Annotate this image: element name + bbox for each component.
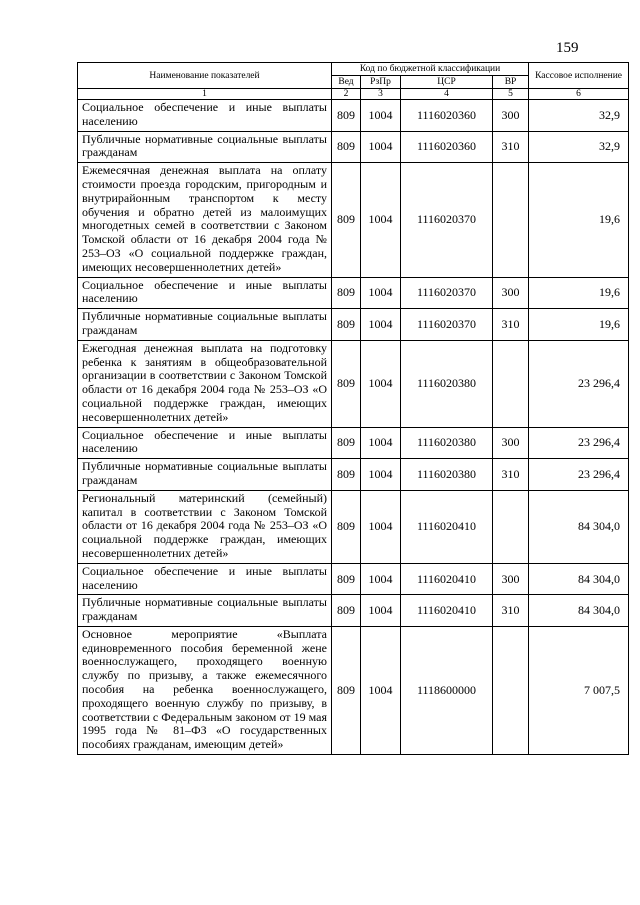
row-rzpr: 1004 [361, 100, 401, 132]
row-csr: 1116020370 [401, 277, 493, 309]
row-amount: 84 304,0 [529, 595, 629, 627]
row-amount: 84 304,0 [529, 490, 629, 563]
row-rzpr: 1004 [361, 459, 401, 491]
row-csr: 1116020410 [401, 563, 493, 595]
row-ved: 809 [332, 340, 361, 427]
row-vr [493, 490, 529, 563]
row-amount: 19,6 [529, 277, 629, 309]
table-row [78, 340, 629, 427]
table-row [78, 277, 629, 309]
row-csr: 1116020410 [401, 595, 493, 627]
table-row [78, 427, 629, 459]
row-ved: 809 [332, 100, 361, 132]
row-vr: 310 [493, 459, 529, 491]
table-row [78, 100, 629, 132]
row-rzpr: 1004 [361, 277, 401, 309]
budget-table [77, 62, 629, 755]
row-csr: 1116020380 [401, 340, 493, 427]
page-number: 159 [556, 40, 579, 56]
row-name: Региональный материнский (семейный) капитал в соответствии с Законом Томской области от 16 декабря 2004 года № 253–ОЗ «О социальной поддержке граждан, имеющих несовершеннолетних детей» [78, 490, 332, 563]
row-vr: 300 [493, 100, 529, 132]
header-code-group: Код по бюджетной классификации [332, 63, 529, 76]
header-amount: Кассовое исполнение [529, 63, 629, 89]
row-ved: 809 [332, 459, 361, 491]
row-rzpr: 1004 [361, 309, 401, 341]
row-ved: 809 [332, 163, 361, 277]
header-csr: ЦСР [401, 76, 493, 89]
row-amount: 7 007,5 [529, 626, 629, 754]
column-number: 4 [401, 89, 493, 100]
row-vr [493, 626, 529, 754]
row-name: Публичные нормативные социальные выплаты гражданам [78, 309, 332, 341]
row-vr [493, 340, 529, 427]
row-name: Социальное обеспечение и иные выплаты населению [78, 563, 332, 595]
row-csr: 1116020370 [401, 163, 493, 277]
row-rzpr: 1004 [361, 563, 401, 595]
row-name: Социальное обеспечение и иные выплаты населению [78, 100, 332, 132]
table-row [78, 163, 629, 277]
row-rzpr: 1004 [361, 626, 401, 754]
row-csr: 1116020370 [401, 309, 493, 341]
row-ved: 809 [332, 490, 361, 563]
row-csr: 1116020360 [401, 131, 493, 163]
row-amount: 19,6 [529, 309, 629, 341]
row-vr: 300 [493, 563, 529, 595]
row-amount: 32,9 [529, 131, 629, 163]
row-csr: 1116020380 [401, 427, 493, 459]
table-row [78, 595, 629, 627]
row-ved: 809 [332, 595, 361, 627]
row-csr: 1118600000 [401, 626, 493, 754]
row-rzpr: 1004 [361, 163, 401, 277]
row-rzpr: 1004 [361, 427, 401, 459]
row-rzpr: 1004 [361, 340, 401, 427]
row-amount: 23 296,4 [529, 427, 629, 459]
column-number: 6 [529, 89, 629, 100]
row-rzpr: 1004 [361, 490, 401, 563]
row-ved: 809 [332, 427, 361, 459]
row-name: Публичные нормативные социальные выплаты гражданам [78, 595, 332, 627]
row-amount: 19,6 [529, 163, 629, 277]
row-ved: 809 [332, 563, 361, 595]
table-row [78, 626, 629, 754]
row-vr: 310 [493, 309, 529, 341]
row-name: Социальное обеспечение и иные выплаты населению [78, 427, 332, 459]
row-vr: 300 [493, 427, 529, 459]
row-amount: 23 296,4 [529, 459, 629, 491]
row-vr [493, 163, 529, 277]
header-ved: Вед [332, 76, 361, 89]
row-vr: 310 [493, 595, 529, 627]
row-name: Публичные нормативные социальные выплаты гражданам [78, 131, 332, 163]
table-body [78, 100, 629, 755]
column-number: 3 [361, 89, 401, 100]
row-ved: 809 [332, 131, 361, 163]
header-name: Наименование показателей [78, 63, 332, 89]
row-csr: 1116020380 [401, 459, 493, 491]
table-row [78, 459, 629, 491]
column-number: 5 [493, 89, 529, 100]
row-name: Ежегодная денежная выплата на подготовку ребенка к занятиям в общеобразовательной организации в соответствии с Законом Томской области от 16 декабря 2004 года № 253–ОЗ «О социальной поддержке граждан, имеющих несовершеннолетних детей» [78, 340, 332, 427]
row-amount: 32,9 [529, 100, 629, 132]
row-ved: 809 [332, 277, 361, 309]
row-name: Публичные нормативные социальные выплаты гражданам [78, 459, 332, 491]
row-amount: 84 304,0 [529, 563, 629, 595]
row-vr: 310 [493, 131, 529, 163]
column-number: 2 [332, 89, 361, 100]
row-vr: 300 [493, 277, 529, 309]
table-row [78, 490, 629, 563]
table-row [78, 563, 629, 595]
header-rzpr: РзПр [361, 76, 401, 89]
header-vr: ВР [493, 76, 529, 89]
table-row [78, 131, 629, 163]
row-rzpr: 1004 [361, 131, 401, 163]
column-number: 1 [78, 89, 332, 100]
row-name: Социальное обеспечение и иные выплаты населению [78, 277, 332, 309]
row-name: Основное мероприятие «Выплата единовременного пособия беременной жене военнослужащего, проходящего военную службу по призыву, а также ежемесячного пособия на ребенка военнослужащего, проходящего военную службу по призыву, в соответствии с Федеральным законом от 19 мая 1995 года № 81–ФЗ «О государственных пособиях гражданам, имеющим детей» [78, 626, 332, 754]
row-ved: 809 [332, 626, 361, 754]
row-rzpr: 1004 [361, 595, 401, 627]
row-csr: 1116020410 [401, 490, 493, 563]
row-amount: 23 296,4 [529, 340, 629, 427]
row-name: Ежемесячная денежная выплата на оплату стоимости проезда городским, пригородным и внутрирайонным транспортом к месту обучения и обратно детей из малоимущих многодетных семей в соответствии с Законом Томской области от 16 декабря 2004 года № 253–ОЗ «О социальной поддержке граждан, имеющих несовершеннолетних детей» [78, 163, 332, 277]
row-csr: 1116020360 [401, 100, 493, 132]
row-ved: 809 [332, 309, 361, 341]
table-row [78, 309, 629, 341]
